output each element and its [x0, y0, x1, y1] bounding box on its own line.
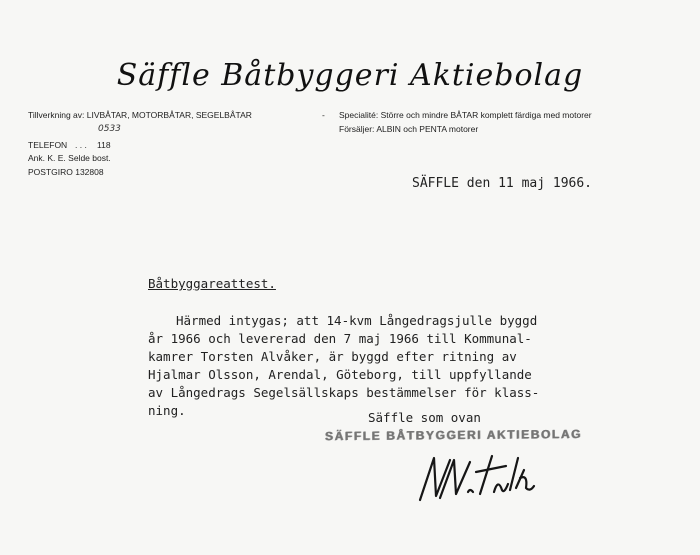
company-letterhead-title: Säffle Båtbyggeri Aktiebolag	[116, 58, 584, 93]
body-line: Hjalmar Olsson, Arendal, Göteborg, till uppfyllande	[148, 367, 532, 382]
body-line: år 1966 och levererad den 7 maj 1966 till Kommunal-	[148, 331, 532, 346]
handwritten-signature	[410, 448, 540, 513]
signature-drawing	[410, 448, 540, 508]
date-line: SÄFFLE den 11 maj 1966.	[412, 176, 593, 191]
phone-number: 118	[97, 140, 111, 150]
body-line: Härmed intygas; att 14-kvm Långedragsjulle byggd	[176, 313, 538, 328]
manufacturing-line: Tillverkning av: LIVBÅTAR, MOTORBÅTAR, SEGELBÅTAR	[28, 110, 252, 120]
postgiro: POSTGIRO 132808	[28, 167, 104, 177]
closing-line: Säffle som ovan	[368, 410, 481, 425]
body-line: av Långedrags Segelsällskaps bestämmelser för klass-	[148, 385, 540, 400]
phone-handwritten-note: 0533	[98, 124, 121, 134]
phone-extension: Ank. K. E. Selde bost.	[28, 153, 111, 163]
company-stamp: SÄFFLE BÅTBYGGERI AKTIEBOLAG	[324, 426, 583, 444]
body-line: kamrer Torsten Alvåker, är byggd efter ritning av	[148, 349, 517, 364]
phone-dots: . . .	[75, 140, 87, 150]
letter-heading: Båtbyggareattest.	[148, 276, 276, 291]
phone-label: TELEFON	[28, 140, 68, 150]
sells-line: Försäljer: ALBIN och PENTA motorer	[339, 124, 479, 134]
speciality-line: Specialité: Större och mindre BÅTAR komplett färdiga med motorer	[339, 110, 592, 120]
letterhead-separator: -	[322, 110, 325, 120]
body-line: ning.	[148, 403, 186, 418]
